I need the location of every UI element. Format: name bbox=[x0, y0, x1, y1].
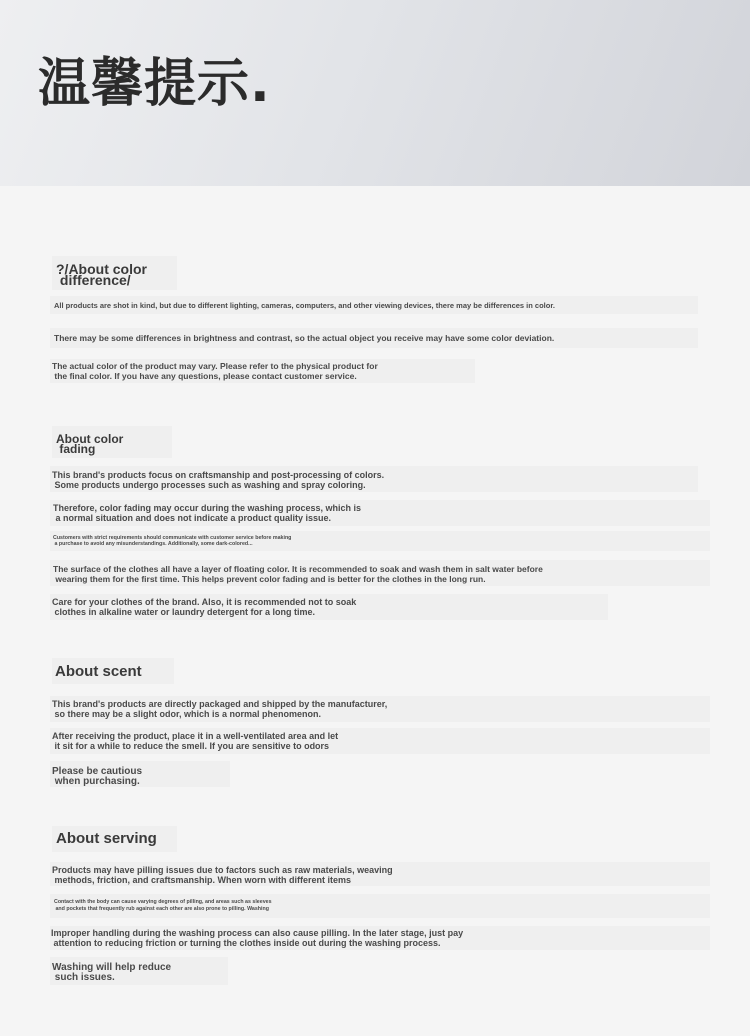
paragraph-line: Improper handling during the washing process can also cause pilling. In the later stage, just pay attention to reducing friction or turning the clothes inside out during the washing process. bbox=[51, 928, 464, 948]
section-heading: About serving bbox=[56, 830, 157, 847]
paragraph-line: The surface of the clothes all have a layer of floating color. It is recommended to soak and wash them in salt water before wearing them for the first time. This helps prevent color fading and is better for the clothes in the long run. bbox=[53, 564, 543, 584]
paragraph-line: Therefore, color fading may occur during the washing process, which is a normal situation and does not indicate a product quality issue. bbox=[53, 503, 362, 523]
paragraph-line: Washing will help reduce such issues. bbox=[52, 962, 172, 983]
paragraph-line: Contact with the body can cause varying degrees of pilling, and areas such as sleeves and pockets that frequently rub against each other are also prone to pilling. Washing bbox=[54, 899, 272, 912]
paragraph-line: This brand's products focus on craftsmanship and post-processing of colors. Some products undergo processes such as washing and spray coloring. bbox=[52, 470, 385, 490]
notice-content bbox=[0, 186, 750, 1036]
paragraph-line: This brand's products are directly packaged and shipped by the manufacturer, so there may be a slight odor, which is a normal phenomenon. bbox=[52, 699, 388, 719]
section-heading: About scent bbox=[55, 663, 142, 680]
paragraph-line: All products are shot in kind, but due to different lighting, cameras, computers, and other viewing devices, there may be differences in color. bbox=[54, 301, 555, 310]
section-heading: About color fading bbox=[56, 432, 124, 456]
page-title: 温馨提示. bbox=[38, 54, 271, 114]
paragraph-line: Products may have pilling issues due to factors such as raw materials, weaving methods, friction, and craftsmanship. When worn with different items bbox=[52, 865, 393, 885]
paragraph-line: The actual color of the product may vary. Please refer to the physical product for the final color. If you have any questions, please contact customer service. bbox=[52, 361, 378, 381]
section-heading: ?/About color difference/ bbox=[56, 261, 147, 288]
paragraph-line: Customers with strict requirements should communicate with customer service before making a purchase to avoid any misunderstandings. Additionally, some dark-colored... bbox=[53, 535, 292, 547]
paragraph-line: After receiving the product, place it in a well-ventilated area and let it sit for a while to reduce the smell. If you are sensitive to odors bbox=[52, 731, 339, 751]
paragraph-line: Please be cautious when purchasing. bbox=[52, 766, 143, 787]
paragraph-line: There may be some differences in brightness and contrast, so the actual object you receive may have some color deviation. bbox=[54, 333, 555, 343]
header-banner bbox=[0, 0, 750, 186]
paragraph-line: Care for your clothes of the brand. Also, it is recommended not to soak clothes in alkaline water or laundry detergent for a long time. bbox=[52, 597, 357, 617]
